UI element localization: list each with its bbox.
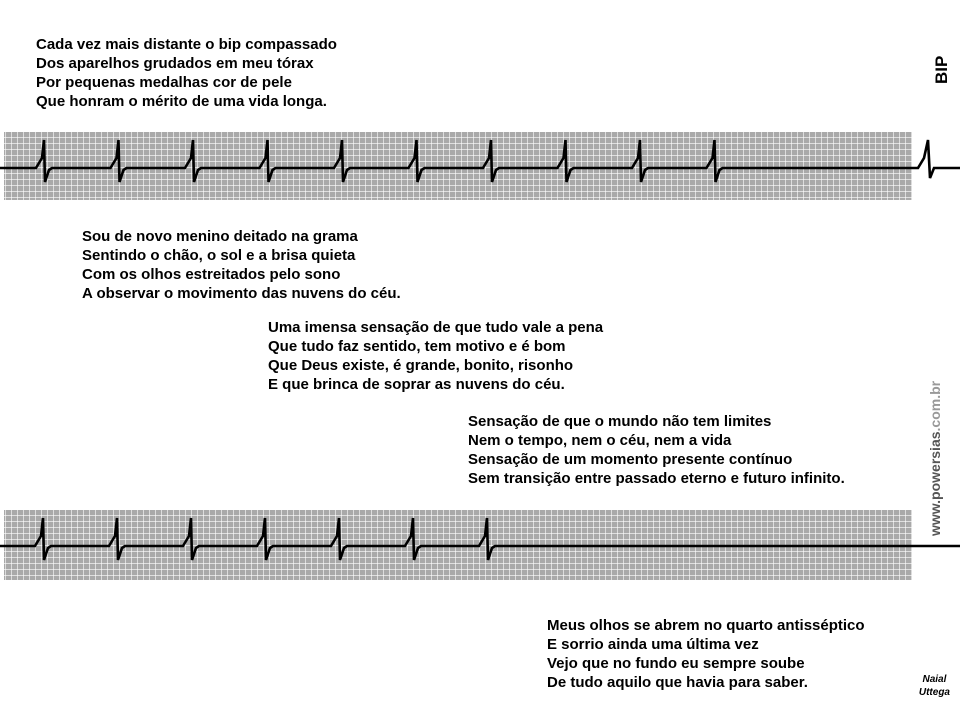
heartbeat-strip-bottom xyxy=(0,510,960,582)
stanza-3 xyxy=(268,318,603,394)
verse-line: Que Deus existe, é grande, bonito, risonho xyxy=(268,357,574,374)
verse-line: Sensação de um momento presente contínuo xyxy=(468,451,793,468)
verse-line: Sensação de que o mundo não tem limites xyxy=(468,413,772,430)
verse-line: De tudo aquilo que havia para saber. xyxy=(547,674,808,691)
website-brand: powersias xyxy=(927,431,943,500)
verse-line: Sou de novo menino deitado na grama xyxy=(82,228,358,245)
ekg-grid xyxy=(4,132,912,200)
author-signature xyxy=(919,673,950,699)
poem-title xyxy=(919,50,959,90)
verse-line: Cada vez mais distante o bip compassado xyxy=(36,36,337,53)
website-suffix: .com.br xyxy=(927,380,943,432)
verse-line: Por pequenas medalhas cor de pele xyxy=(36,74,292,91)
stanza-1 xyxy=(36,35,337,111)
verse-line: Sentindo o chão, o sol e a brisa quieta xyxy=(82,247,356,264)
stanza-5 xyxy=(547,616,865,692)
heartbeat-strip-top xyxy=(0,132,960,202)
verse-line: Dos aparelhos grudados em meu tórax xyxy=(36,55,314,72)
verse-line: Vejo que no fundo eu sempre soube xyxy=(547,655,805,672)
verse-line: E que brinca de soprar as nuvens do céu. xyxy=(268,376,565,393)
author-last-name: Uttega xyxy=(918,687,950,698)
website-watermark xyxy=(920,350,950,550)
verse-line: Sem transição entre passado eterno e futuro infinito. xyxy=(468,470,845,487)
verse-line: Que tudo faz sentido, tem motivo e é bom xyxy=(268,338,566,355)
poem-title-text: BIP xyxy=(932,55,951,84)
stanza-2 xyxy=(82,227,401,303)
verse-line: A observar o movimento das nuvens do céu. xyxy=(82,285,401,302)
verse-line: Que honram o mérito de uma vida longa. xyxy=(36,93,327,110)
verse-line: Uma imensa sensação de que tudo vale a pena xyxy=(268,319,604,336)
author-first-name: Naial xyxy=(922,674,947,685)
stanza-4 xyxy=(468,412,845,488)
verse-line: Nem o tempo, nem o céu, nem a vida xyxy=(468,432,732,449)
website-text xyxy=(927,380,943,537)
verse-line: Meus olhos se abrem no quarto antisséptico xyxy=(547,617,865,634)
website-prefix: www. xyxy=(927,499,943,536)
verse-line: E sorrio ainda uma última vez xyxy=(547,636,759,653)
verse-line: Com os olhos estreitados pelo sono xyxy=(82,266,341,283)
